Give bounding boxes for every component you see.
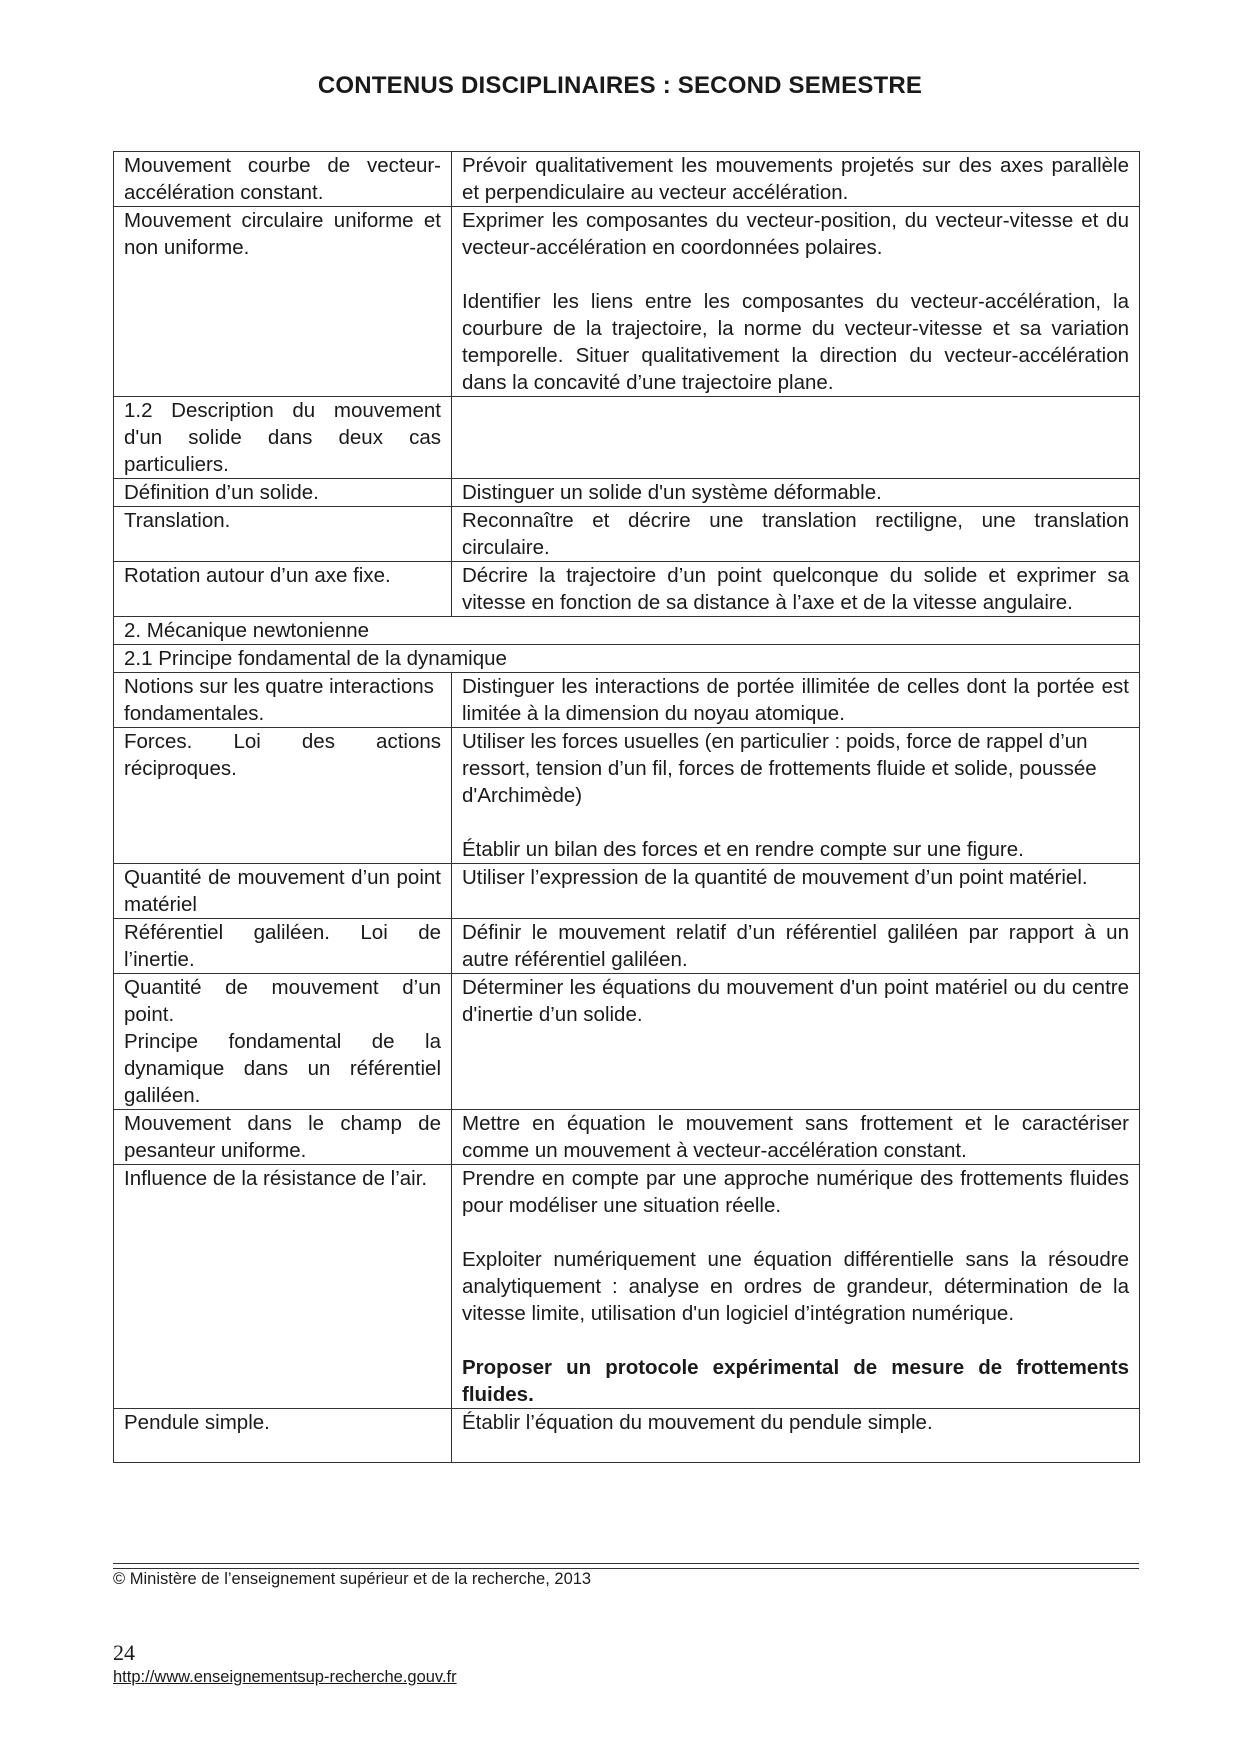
capacity-cell <box>452 507 1140 562</box>
section-heading: 2. Mécanique newtonienne <box>114 617 1140 645</box>
capacity-cell <box>452 562 1140 617</box>
table-row <box>114 152 1140 207</box>
capacity-text: Déterminer les équations du mouvement d'un point matériel ou du centre d'inertie d’un solide. <box>462 976 1129 1026</box>
capacity-text: Définir le mouvement relatif d’un référentiel galiléen par rapport à un autre référentiel galiléen. <box>462 921 1129 971</box>
topic-cell: Influence de la résistance de l’air. <box>114 1165 452 1409</box>
capacity-cell <box>452 728 1140 864</box>
capacity-cell <box>452 864 1140 919</box>
section-row <box>114 645 1140 673</box>
table-row <box>114 919 1140 974</box>
table-row <box>114 397 1140 479</box>
capacity-cell <box>452 919 1140 974</box>
capacity-text: Utiliser les forces usuelles (en particulier : poids, force de rappel d’un ressort, tension d’un fil, forces de frottements fluide et solide, poussée d'Archimède) <box>462 730 1097 807</box>
capacity-text: Distinguer un solide d'un système déformable. <box>462 481 882 504</box>
topic-cell: Forces. Loi des actions réciproques. <box>114 728 452 864</box>
capacity-text: Distinguer les interactions de portée illimitée de celles dont la portée est limitée à la dimension du noyau atomique. <box>462 675 1129 725</box>
capacity-text: Établir un bilan des forces et en rendre compte sur une figure. <box>462 838 1024 861</box>
table-row <box>114 864 1140 919</box>
capacity-text: Exploiter numériquement une équation différentielle sans la résoudre analytiquement : analyse en ordres de grandeur, détermination de la vitesse limite, utilisation d'un logiciel d’intégration numérique. <box>462 1248 1129 1325</box>
capacity-cell <box>452 1409 1140 1463</box>
table-row <box>114 507 1140 562</box>
subsection-heading: 2.1 Principe fondamental de la dynamique <box>114 645 1140 673</box>
footer-divider <box>113 1563 1139 1564</box>
topic-cell: Translation. <box>114 507 452 562</box>
page-number: 24 <box>113 1640 135 1665</box>
topic-cell: Notions sur les quatre interactions fondamentales. <box>114 673 452 728</box>
topic-cell: Mouvement dans le champ de pesanteur uniforme. <box>114 1110 452 1165</box>
capacity-text: Mettre en équation le mouvement sans frottement et le caractériser comme un mouvement à vecteur-accélération constant. <box>462 1112 1129 1162</box>
capacity-text-bold: Proposer un protocole expérimental de mesure de frottements fluides. <box>462 1356 1129 1406</box>
table-row <box>114 1165 1140 1409</box>
topic-cell: Définition d’un solide. <box>114 479 452 507</box>
topic-cell: Rotation autour d’un axe fixe. <box>114 562 452 617</box>
footer-divider-thin <box>113 1568 1139 1569</box>
section-topic-cell: 1.2 Description du mouvement d'un solide dans deux cas particuliers. <box>114 397 452 479</box>
topic-cell: Référentiel galiléen. Loi de l’inertie. <box>114 919 452 974</box>
section-row <box>114 617 1140 645</box>
topic-cell: Pendule simple. <box>114 1409 452 1463</box>
capacity-cell <box>452 673 1140 728</box>
capacity-cell-empty <box>452 397 1140 479</box>
curriculum-table <box>113 151 1140 1463</box>
table-row <box>114 974 1140 1110</box>
table-row <box>114 479 1140 507</box>
capacity-text: Utiliser l’expression de la quantité de mouvement d’un point matériel. <box>462 866 1088 889</box>
topic-cell: Quantité de mouvement d’un point. Principe fondamental de la dynamique dans un référentiel galiléen. <box>114 974 452 1110</box>
capacity-cell <box>452 1110 1140 1165</box>
capacity-text: Décrire la trajectoire d’un point quelconque du solide et exprimer sa vitesse en fonction de sa distance à l’axe et de la vitesse angulaire. <box>462 564 1129 614</box>
table-row <box>114 1110 1140 1165</box>
capacity-text: Identifier les liens entre les composantes du vecteur-accélération, la courbure de la trajectoire, la norme du vecteur-vitesse et sa variation temporelle. Situer qualitativement la direction du vecteur-accélération dans la concavité d’une trajectoire plane. <box>462 290 1129 394</box>
topic-cell: Mouvement circulaire uniforme et non uniforme. <box>114 207 452 397</box>
capacity-cell <box>452 207 1140 397</box>
capacity-text: Reconnaître et décrire une translation rectiligne, une translation circulaire. <box>462 509 1129 559</box>
table-row <box>114 728 1140 864</box>
capacity-text: Établir l’équation du mouvement du pendule simple. <box>462 1411 933 1434</box>
table-row <box>114 673 1140 728</box>
capacity-cell <box>452 974 1140 1110</box>
page-title: CONTENUS DISCIPLINAIRES : SECOND SEMESTRE <box>317 72 923 99</box>
copyright-notice: © Ministère de l’enseignement supérieur et de la recherche, 2013 <box>113 1570 592 1588</box>
capacity-cell <box>452 152 1140 207</box>
capacity-cell <box>452 1165 1140 1409</box>
ministry-website-link[interactable]: http://www.enseignementsup-recherche.gouv.fr <box>113 1668 457 1686</box>
capacity-text: Prendre en compte par une approche numérique des frottements fluides pour modéliser une situation réelle. <box>462 1167 1129 1217</box>
capacity-text: Prévoir qualitativement les mouvements projetés sur des axes parallèle et perpendiculaire au vecteur accélération. <box>462 154 1129 204</box>
table-row <box>114 562 1140 617</box>
topic-cell: Quantité de mouvement d’un point matériel <box>114 864 452 919</box>
topic-cell: Mouvement courbe de vecteur-accélération constant. <box>114 152 452 207</box>
table-row <box>114 207 1140 397</box>
capacity-text: Exprimer les composantes du vecteur-position, du vecteur-vitesse et du vecteur-accélération en coordonnées polaires. <box>462 209 1129 259</box>
table-row <box>114 1409 1140 1463</box>
capacity-cell <box>452 479 1140 507</box>
